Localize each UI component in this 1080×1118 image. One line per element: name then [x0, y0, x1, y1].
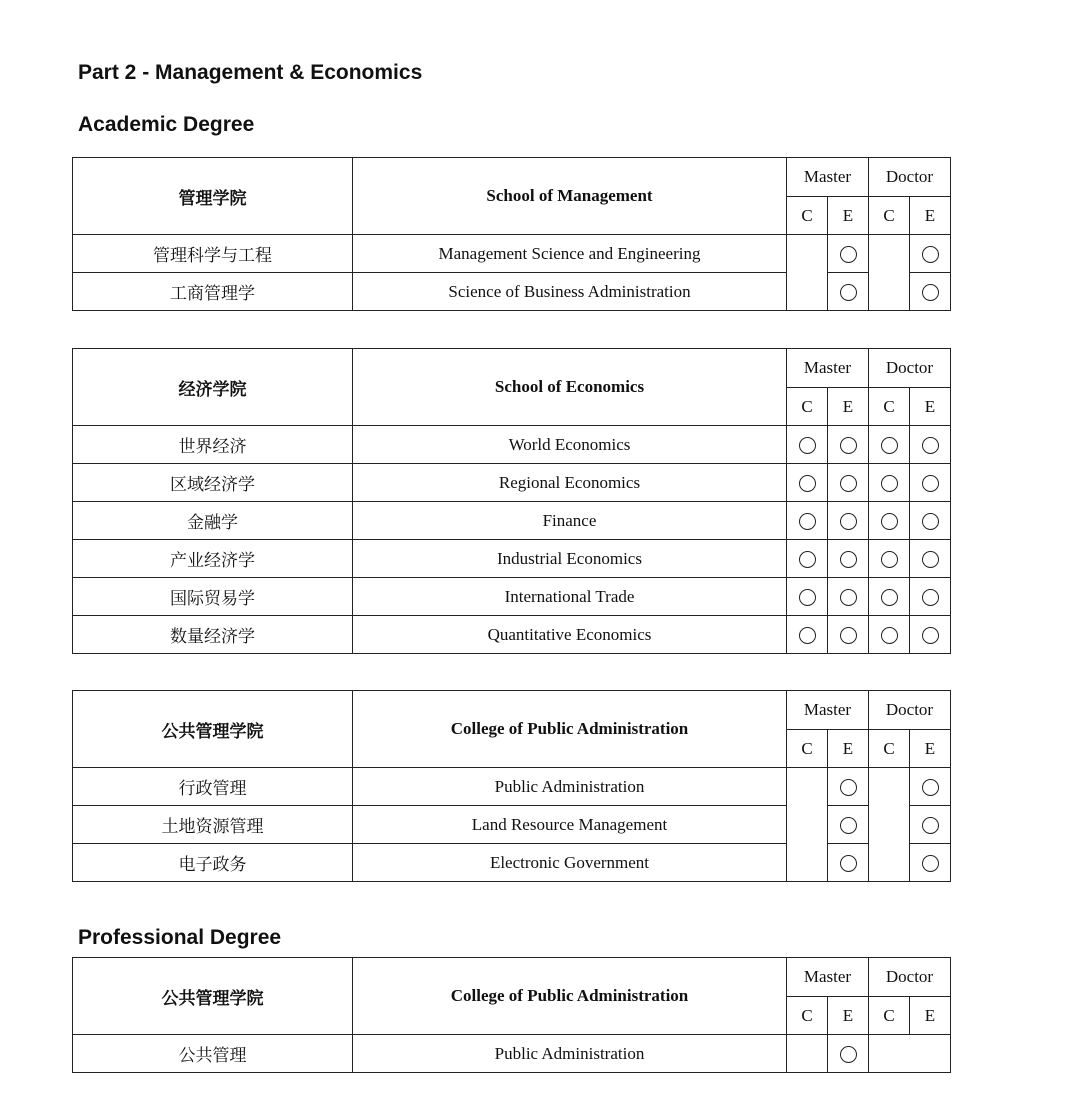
- program-table-management: [72, 157, 951, 311]
- program-name-cn: 行政管理: [73, 768, 353, 806]
- master-c-header: C: [787, 997, 828, 1035]
- master-e-cell: [828, 235, 869, 273]
- doctor-e-cell: [910, 426, 951, 464]
- program-name-en: Industrial Economics: [353, 540, 787, 578]
- program-table-economics: [72, 348, 951, 654]
- master-header: Master: [787, 691, 869, 730]
- available-circle-icon: [881, 589, 898, 606]
- school-name-en: College of Public Administration: [353, 958, 787, 1035]
- school-name-cn: 经济学院: [73, 349, 353, 426]
- available-circle-icon: [922, 437, 939, 454]
- doctor-e-cell: [910, 273, 951, 311]
- program-name-en: Electronic Government: [353, 844, 787, 882]
- available-circle-icon: [922, 627, 939, 644]
- doctor-empty-cell: [869, 1035, 951, 1073]
- available-circle-icon: [840, 779, 857, 796]
- program-name-cn: 管理科学与工程: [73, 235, 353, 273]
- program-name-cn: 产业经济学: [73, 540, 353, 578]
- program-row: [73, 235, 951, 273]
- school-name-en: School of Management: [353, 158, 787, 235]
- program-name-en: Quantitative Economics: [353, 616, 787, 654]
- master-c-header: C: [787, 388, 828, 426]
- doctor-header: Doctor: [869, 958, 951, 997]
- doctor-e-cell: [910, 235, 951, 273]
- program-row: [73, 540, 951, 578]
- doctor-e-cell: [910, 616, 951, 654]
- master-c-cell: [787, 426, 828, 464]
- program-name-cn: 公共管理: [73, 1035, 353, 1073]
- master-e-cell: [828, 806, 869, 844]
- master-c-empty-cell: [787, 235, 828, 311]
- doctor-c-cell: [869, 540, 910, 578]
- doctor-c-header: C: [869, 997, 910, 1035]
- doctor-c-header: C: [869, 730, 910, 768]
- program-name-en: Management Science and Engineering: [353, 235, 787, 273]
- available-circle-icon: [840, 246, 857, 263]
- school-name-cn: 公共管理学院: [73, 958, 353, 1035]
- available-circle-icon: [922, 284, 939, 301]
- master-header: Master: [787, 958, 869, 997]
- professional-degree-heading: Professional Degree: [78, 926, 282, 949]
- doctor-header: Doctor: [869, 158, 951, 197]
- academic-degree-heading: Academic Degree: [78, 113, 255, 136]
- master-c-cell: [787, 578, 828, 616]
- master-c-empty-cell: [787, 768, 828, 882]
- doctor-c-cell: [869, 578, 910, 616]
- master-c-cell: [787, 502, 828, 540]
- doctor-e-cell: [910, 502, 951, 540]
- available-circle-icon: [922, 551, 939, 568]
- available-circle-icon: [922, 513, 939, 530]
- available-circle-icon: [799, 551, 816, 568]
- table-header-row: [73, 158, 951, 197]
- available-circle-icon: [881, 627, 898, 644]
- program-name-en: Finance: [353, 502, 787, 540]
- program-table-professional-public-admin: [72, 957, 951, 1073]
- available-circle-icon: [799, 589, 816, 606]
- available-circle-icon: [799, 513, 816, 530]
- doctor-e-cell: [910, 806, 951, 844]
- available-circle-icon: [840, 551, 857, 568]
- program-row: [73, 616, 951, 654]
- available-circle-icon: [840, 855, 857, 872]
- available-circle-icon: [922, 855, 939, 872]
- master-c-cell: [787, 464, 828, 502]
- doctor-header: Doctor: [869, 691, 951, 730]
- doctor-c-cell: [869, 616, 910, 654]
- master-c-header: C: [787, 730, 828, 768]
- master-e-cell: [828, 464, 869, 502]
- available-circle-icon: [799, 437, 816, 454]
- school-name-cn: 管理学院: [73, 158, 353, 235]
- program-row: [73, 768, 951, 806]
- available-circle-icon: [922, 779, 939, 796]
- program-name-cn: 工商管理学: [73, 273, 353, 311]
- doctor-c-header: C: [869, 388, 910, 426]
- available-circle-icon: [840, 513, 857, 530]
- program-name-en: Science of Business Administration: [353, 273, 787, 311]
- doctor-c-cell: [869, 502, 910, 540]
- doctor-e-header: E: [910, 388, 951, 426]
- available-circle-icon: [840, 284, 857, 301]
- master-c-cell: [787, 540, 828, 578]
- doctor-e-cell: [910, 464, 951, 502]
- part-title: Part 2 - Management & Economics: [78, 61, 423, 84]
- available-circle-icon: [922, 246, 939, 263]
- doctor-c-empty-cell: [869, 768, 910, 882]
- doctor-e-header: E: [910, 730, 951, 768]
- program-name-cn: 区域经济学: [73, 464, 353, 502]
- master-e-cell: [828, 273, 869, 311]
- master-e-cell: [828, 844, 869, 882]
- program-name-cn: 世界经济: [73, 426, 353, 464]
- doctor-e-cell: [910, 540, 951, 578]
- master-c-cell: [787, 1035, 828, 1073]
- master-header: Master: [787, 349, 869, 388]
- available-circle-icon: [881, 475, 898, 492]
- available-circle-icon: [881, 437, 898, 454]
- master-e-cell: [828, 616, 869, 654]
- program-name-cn: 土地资源管理: [73, 806, 353, 844]
- available-circle-icon: [799, 475, 816, 492]
- master-e-cell: [828, 502, 869, 540]
- doctor-e-cell: [910, 578, 951, 616]
- master-e-header: E: [828, 730, 869, 768]
- program-name-en: Regional Economics: [353, 464, 787, 502]
- doctor-header: Doctor: [869, 349, 951, 388]
- master-e-cell: [828, 1035, 869, 1073]
- available-circle-icon: [922, 475, 939, 492]
- doctor-e-header: E: [910, 997, 951, 1035]
- program-name-cn: 金融学: [73, 502, 353, 540]
- available-circle-icon: [881, 551, 898, 568]
- program-name-cn: 国际贸易学: [73, 578, 353, 616]
- table-header-row: [73, 958, 951, 997]
- doctor-e-cell: [910, 768, 951, 806]
- master-e-cell: [828, 540, 869, 578]
- available-circle-icon: [840, 817, 857, 834]
- program-row: [73, 464, 951, 502]
- available-circle-icon: [922, 817, 939, 834]
- doctor-c-header: C: [869, 197, 910, 235]
- program-row: [73, 502, 951, 540]
- program-name-en: Public Administration: [353, 768, 787, 806]
- available-circle-icon: [799, 627, 816, 644]
- program-row: [73, 1035, 951, 1073]
- available-circle-icon: [881, 513, 898, 530]
- available-circle-icon: [840, 627, 857, 644]
- master-e-header: E: [828, 388, 869, 426]
- doctor-c-cell: [869, 464, 910, 502]
- table-header-row: [73, 691, 951, 730]
- available-circle-icon: [840, 475, 857, 492]
- program-name-en: Public Administration: [353, 1035, 787, 1073]
- available-circle-icon: [840, 589, 857, 606]
- master-c-header: C: [787, 197, 828, 235]
- program-row: [73, 426, 951, 464]
- program-row: [73, 578, 951, 616]
- program-name-cn: 电子政务: [73, 844, 353, 882]
- available-circle-icon: [840, 437, 857, 454]
- available-circle-icon: [840, 1046, 857, 1063]
- doctor-e-cell: [910, 844, 951, 882]
- available-circle-icon: [922, 589, 939, 606]
- master-c-cell: [787, 616, 828, 654]
- program-table-public-admin: [72, 690, 951, 882]
- doctor-c-cell: [869, 426, 910, 464]
- doctor-e-header: E: [910, 197, 951, 235]
- program-name-cn: 数量经济学: [73, 616, 353, 654]
- master-e-cell: [828, 578, 869, 616]
- program-name-en: Land Resource Management: [353, 806, 787, 844]
- master-e-cell: [828, 768, 869, 806]
- table-header-row: [73, 349, 951, 388]
- master-e-cell: [828, 426, 869, 464]
- school-name-cn: 公共管理学院: [73, 691, 353, 768]
- school-name-en: College of Public Administration: [353, 691, 787, 768]
- program-name-en: International Trade: [353, 578, 787, 616]
- master-header: Master: [787, 158, 869, 197]
- school-name-en: School of Economics: [353, 349, 787, 426]
- program-name-en: World Economics: [353, 426, 787, 464]
- doctor-c-empty-cell: [869, 235, 910, 311]
- master-e-header: E: [828, 197, 869, 235]
- master-e-header: E: [828, 997, 869, 1035]
